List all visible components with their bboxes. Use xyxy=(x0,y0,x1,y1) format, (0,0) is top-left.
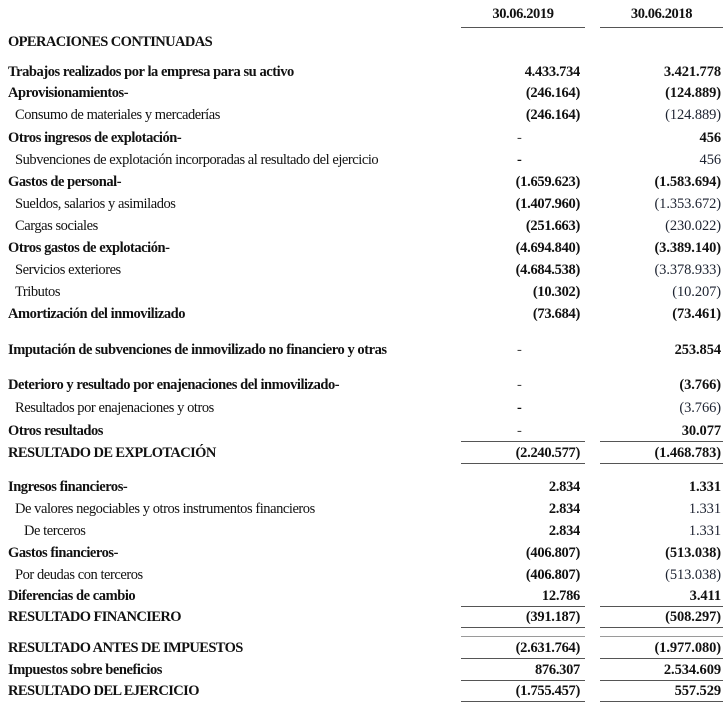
value-2018: (124.889) xyxy=(665,107,721,123)
value-2018: 253.854 xyxy=(674,342,721,358)
row-label: Otros resultados xyxy=(8,423,103,439)
row-label: RESULTADO DEL EJERCICIO xyxy=(8,683,199,699)
value-2018: 557.529 xyxy=(674,683,721,699)
value-2018: 456 xyxy=(699,152,721,168)
column-header-2018: 30.06.2018 xyxy=(630,6,693,22)
value-2018: 30.077 xyxy=(681,423,721,439)
row-label: Gastos financieros- xyxy=(8,545,118,561)
column-header-2019: 30.06.2019 xyxy=(492,6,554,22)
table-row-total xyxy=(0,442,723,464)
value-2019: (73.684) xyxy=(532,306,580,322)
row-label: Servicios exteriores xyxy=(15,262,121,278)
value-2019: (391.187) xyxy=(525,609,580,625)
table-row xyxy=(0,476,723,498)
value-2019: 2.834 xyxy=(548,479,580,495)
table-row xyxy=(0,104,723,126)
table-row xyxy=(0,281,723,303)
value-2018: (3.389.140) xyxy=(654,240,721,256)
value-2018: (3.766) xyxy=(679,400,721,416)
row-label: Gastos de personal- xyxy=(8,174,122,190)
value-2019: 12.786 xyxy=(541,588,580,604)
value-2018: (513.038) xyxy=(665,545,721,561)
value-2018: (1.583.694) xyxy=(654,174,721,190)
section-title: OPERACIONES CONTINUADAS xyxy=(8,34,213,50)
value-2018: 1.331 xyxy=(688,479,721,495)
value-2018: (230.022) xyxy=(665,218,721,234)
value-2019: (1.407.960) xyxy=(515,196,580,212)
value-2019: (1.755.457) xyxy=(515,683,580,699)
table-row xyxy=(0,659,723,681)
value-2018: 3.421.778 xyxy=(663,64,721,80)
row-label: Subvenciones de explotación incorporadas al resultado del ejercicio xyxy=(15,152,379,168)
total-line xyxy=(600,627,723,628)
row-label: Amortización del inmovilizado xyxy=(8,306,186,322)
value-2019: (1.659.623) xyxy=(515,174,580,190)
table-row xyxy=(0,193,723,215)
table-row-total xyxy=(0,606,723,628)
header-underline-2019 xyxy=(461,27,585,28)
table-row xyxy=(0,542,723,564)
table-row xyxy=(0,420,723,442)
value-2018: (1.353.672) xyxy=(654,196,721,212)
value-2018: 1.331 xyxy=(688,523,721,539)
row-label: Trabajos realizados por la empresa para su activo xyxy=(8,64,294,80)
row-label: Cargas sociales xyxy=(15,218,98,234)
table-row-total xyxy=(0,637,723,659)
row-label: Diferencias de cambio xyxy=(8,588,136,604)
header-underline-2018 xyxy=(600,27,723,28)
row-label: Consumo de materiales y mercaderías xyxy=(15,107,220,123)
row-label: De valores negociables y otros instrumentos financieros xyxy=(15,501,315,517)
value-2019: - xyxy=(517,377,522,393)
table-row xyxy=(0,585,723,607)
table-row xyxy=(0,237,723,259)
value-2019: - xyxy=(517,152,522,168)
table-row xyxy=(0,397,723,419)
row-label: Tributos xyxy=(15,284,61,300)
value-2018: (1.977.080) xyxy=(654,640,721,656)
total-line xyxy=(461,463,585,464)
value-2018: (73.461) xyxy=(672,306,721,322)
value-2019: 2.834 xyxy=(548,501,580,517)
section-title-row xyxy=(0,31,723,53)
total-line xyxy=(461,627,585,628)
table-row xyxy=(0,215,723,237)
value-2019: 4.433.734 xyxy=(524,64,580,80)
value-2018: 456 xyxy=(699,130,721,146)
table-row xyxy=(0,82,723,104)
table-row xyxy=(0,498,723,520)
row-label: Impuestos sobre beneficios xyxy=(8,662,162,678)
value-2019: (251.663) xyxy=(525,218,580,234)
row-label: Otros ingresos de explotación- xyxy=(8,130,182,146)
total-line xyxy=(600,463,723,464)
table-row xyxy=(0,564,723,586)
value-2018: (1.468.783) xyxy=(654,445,721,461)
value-2019: 876.307 xyxy=(534,662,580,678)
row-label: Aprovisionamientos- xyxy=(8,85,129,101)
row-label: RESULTADO ANTES DE IMPUESTOS xyxy=(8,640,243,656)
table-row xyxy=(0,374,723,396)
table-row-total xyxy=(0,680,723,702)
row-label: RESULTADO DE EXPLOTACIÓN xyxy=(8,445,216,461)
row-label: Resultados por enajenaciones y otros xyxy=(15,400,214,416)
table-row xyxy=(0,520,723,542)
value-2019: (2.631.764) xyxy=(515,640,580,656)
value-2019: - xyxy=(517,130,522,146)
value-2019: (4.694.840) xyxy=(515,240,580,256)
table-row xyxy=(0,259,723,281)
row-label: Imputación de subvenciones de inmovilizado no financiero y otras xyxy=(8,342,387,358)
table-row xyxy=(0,127,723,149)
row-label: De terceros xyxy=(24,523,86,539)
value-2019: (4.684.538) xyxy=(515,262,580,278)
value-2019: (10.302) xyxy=(532,284,580,300)
table-row xyxy=(0,303,723,325)
row-label: Deterioro y resultado por enajenaciones del inmovilizado- xyxy=(8,377,340,393)
table-row xyxy=(0,171,723,193)
value-2018: 3.411 xyxy=(689,588,721,604)
value-2019: (406.807) xyxy=(525,545,580,561)
value-2019: (246.164) xyxy=(525,107,580,123)
value-2018: (10.207) xyxy=(672,284,721,300)
value-2019: - xyxy=(517,342,522,358)
value-2018: 1.331 xyxy=(688,501,721,517)
value-2018: (3.766) xyxy=(679,377,721,393)
value-2019: (406.807) xyxy=(525,567,580,583)
table-row xyxy=(0,149,723,171)
value-2018: (3.378.933) xyxy=(654,262,721,278)
value-2018: (513.038) xyxy=(665,567,721,583)
row-label: Ingresos financieros- xyxy=(8,479,128,495)
value-2019: - xyxy=(517,423,522,439)
value-2019: (246.164) xyxy=(525,85,580,101)
value-2019: 2.834 xyxy=(548,523,580,539)
table-row xyxy=(0,61,723,83)
row-label: Otros gastos de explotación- xyxy=(8,240,170,256)
value-2018: 2.534.609 xyxy=(663,662,721,678)
row-label: Sueldos, salarios y asimilados xyxy=(15,196,176,212)
value-2018: (124.889) xyxy=(665,85,721,101)
table-row xyxy=(0,339,723,361)
value-2019: (2.240.577) xyxy=(515,445,580,461)
value-2019: - xyxy=(517,400,522,416)
row-label: RESULTADO FINANCIERO xyxy=(8,609,181,625)
value-2018: (508.297) xyxy=(665,609,721,625)
row-label: Por deudas con terceros xyxy=(15,567,143,583)
